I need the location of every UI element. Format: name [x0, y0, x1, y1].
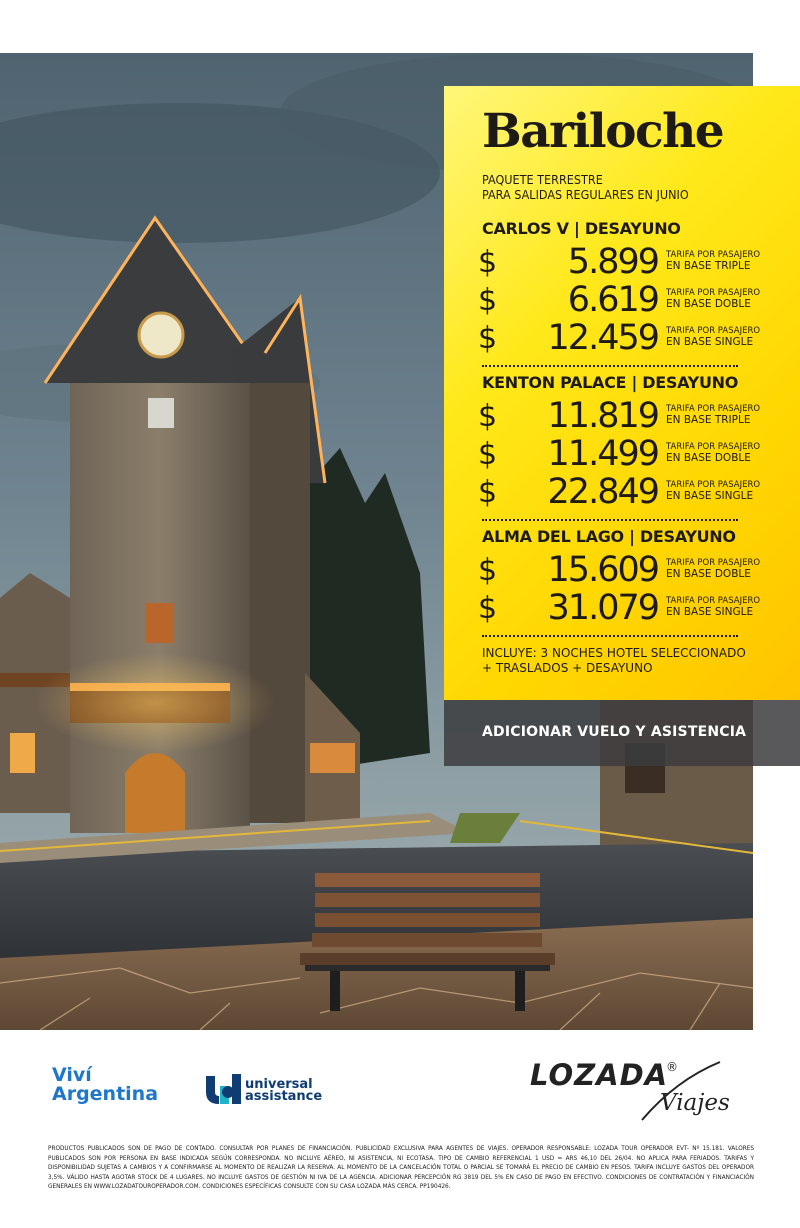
- price-row: [478, 474, 788, 512]
- price-note: TARIFA POR PASAJERO EN BASE TRIPLE: [666, 250, 761, 272]
- currency-symbol: $: [478, 283, 498, 318]
- price-amount: 22.849: [547, 472, 658, 512]
- price-amount: 11.499: [547, 434, 658, 474]
- hotel-name-alma-del-lago: ALMA DEL LAGO | DESAYUNO: [482, 527, 736, 546]
- package-includes: [482, 646, 752, 676]
- vivi-logo-line-2: Argentina: [52, 1083, 159, 1105]
- currency-symbol: $: [478, 475, 498, 510]
- price-amount: 15.609: [547, 550, 658, 590]
- includes-line-1: INCLUYE: 3 NOCHES HOTEL SELECCIONADO: [482, 646, 746, 660]
- currency-symbol: $: [478, 437, 498, 472]
- destination-title: Bariloche: [482, 104, 724, 159]
- price-amount: 11.819: [547, 396, 658, 436]
- legal-disclaimer: PRODUCTOS PUBLICADOS SON DE PAGO DE CONTADO. CONSULTAR POR PLANES DE FINANCIACIÓN. PUBLICIDAD EXCLUSIVA PARA AGENTES DE VIAJES. OPERADOR RESPONSABLE: LOZADA TOUR OPERADOR EVT- Nº 15.181. VALORES PUBLICADOS SON POR PERSONA EN BASE INDICADA SEGÚN CORRESPONDA. NO INCLUYE AÉREO, NI ASISTENCIA, NI ECOTASA. TIPO DE CAMBIO REFERENCIAL 1 USD = ARS 46,10 DEL 26/04. NO APLICA PARA FERIADOS. TARIFAS Y DISPONIBILIDAD SUJETAS A CAMBIOS Y A CONFIRMARSE AL MOMENTO DE REALIZAR LA RESERVA. AL MOMENTO DE LA CANCELACIÓN TOTAL O PARCIAL SE TOMARÁ EL PRECIO DE CAMBIO EN PESOS. TARIFA INCLUYE GASTOS DEL OPERADOR 3,5%. VÁLIDO HASTA AGOTAR STOCK DE 4 LUGARES. NO INCLUYE GASTOS DE GESTIÓN NI IVA DE LA AGENCIA. ADICIONAR PERCEPCIÓN RG 3819 DEL 5% EN CASO DE PAGO EN EFECTIVO. CONDICIONES DE CONTRATACIÓN Y FINANCIACIÓN GENERALES EN WWW.LOZADATOUROPERADOR.COM. CONDICIONES ESPECÍFICAS CONSULTE CON SU CASA LOZADA MÁS CERCA. PP190426.: [48, 1144, 754, 1191]
- cta-label: ADICIONAR VUELO Y ASISTENCIA: [482, 724, 747, 740]
- registered-mark: ®: [666, 1060, 678, 1074]
- subtitle-line-2: PARA SALIDAS REGULARES EN JUNIO: [482, 187, 689, 202]
- currency-symbol: $: [478, 591, 498, 626]
- sponsor-logos: [0, 1030, 800, 1140]
- price-amount: 5.899: [567, 242, 658, 282]
- dotted-separator: [482, 365, 738, 367]
- price-note: TARIFA POR PASAJERO EN BASE SINGLE: [666, 326, 761, 348]
- price-row: [478, 282, 788, 320]
- price-row: [478, 436, 788, 474]
- price-amount: 12.459: [547, 318, 658, 358]
- price-note: TARIFA POR PASAJERO EN BASE SINGLE: [666, 480, 761, 502]
- package-subtitle: [482, 172, 689, 202]
- add-flight-assistance-banner[interactable]: [444, 700, 800, 766]
- price-note: TARIFA POR PASAJERO EN BASE SINGLE: [666, 596, 761, 618]
- price-note: TARIFA POR PASAJERO EN BASE TRIPLE: [666, 404, 761, 426]
- vivi-argentina-logo: [52, 1066, 158, 1104]
- currency-symbol: $: [478, 399, 498, 434]
- currency-symbol: $: [478, 553, 498, 588]
- viajes-wordmark: Viajes: [660, 1090, 730, 1116]
- vivi-logo-line-1: Viví: [52, 1064, 92, 1086]
- price-note: TARIFA POR PASAJERO EN BASE DOBLE: [666, 288, 761, 310]
- includes-line-2: + TRASLADOS + DESAYUNO: [482, 661, 653, 675]
- lozada-logo: LOZADA: [530, 1058, 669, 1092]
- price-note: TARIFA POR PASAJERO EN BASE DOBLE: [666, 558, 761, 580]
- price-row: [478, 552, 788, 590]
- price-amount: 31.079: [547, 588, 658, 628]
- price-amount: 6.619: [567, 280, 658, 320]
- price-row: [478, 320, 788, 358]
- price-row: [478, 590, 788, 628]
- currency-symbol: $: [478, 245, 498, 280]
- price-note: TARIFA POR PASAJERO EN BASE DOBLE: [666, 442, 761, 464]
- dotted-separator: [482, 635, 738, 637]
- offer-panel: [444, 86, 800, 700]
- ua-logo-line-1: universal: [245, 1077, 313, 1092]
- hotel-name-carlos-v: CARLOS V | DESAYUNO: [482, 219, 681, 238]
- ua-logo-line-2: assistance: [245, 1089, 323, 1104]
- dotted-separator: [482, 519, 738, 521]
- universal-assistance-icon: [206, 1074, 242, 1104]
- currency-symbol: $: [478, 321, 498, 356]
- price-row: [478, 244, 788, 282]
- subtitle-line-1: PAQUETE TERRESTRE: [482, 172, 603, 187]
- price-row: [478, 398, 788, 436]
- hotel-name-kenton-palace: KENTON PALACE | DESAYUNO: [482, 373, 739, 392]
